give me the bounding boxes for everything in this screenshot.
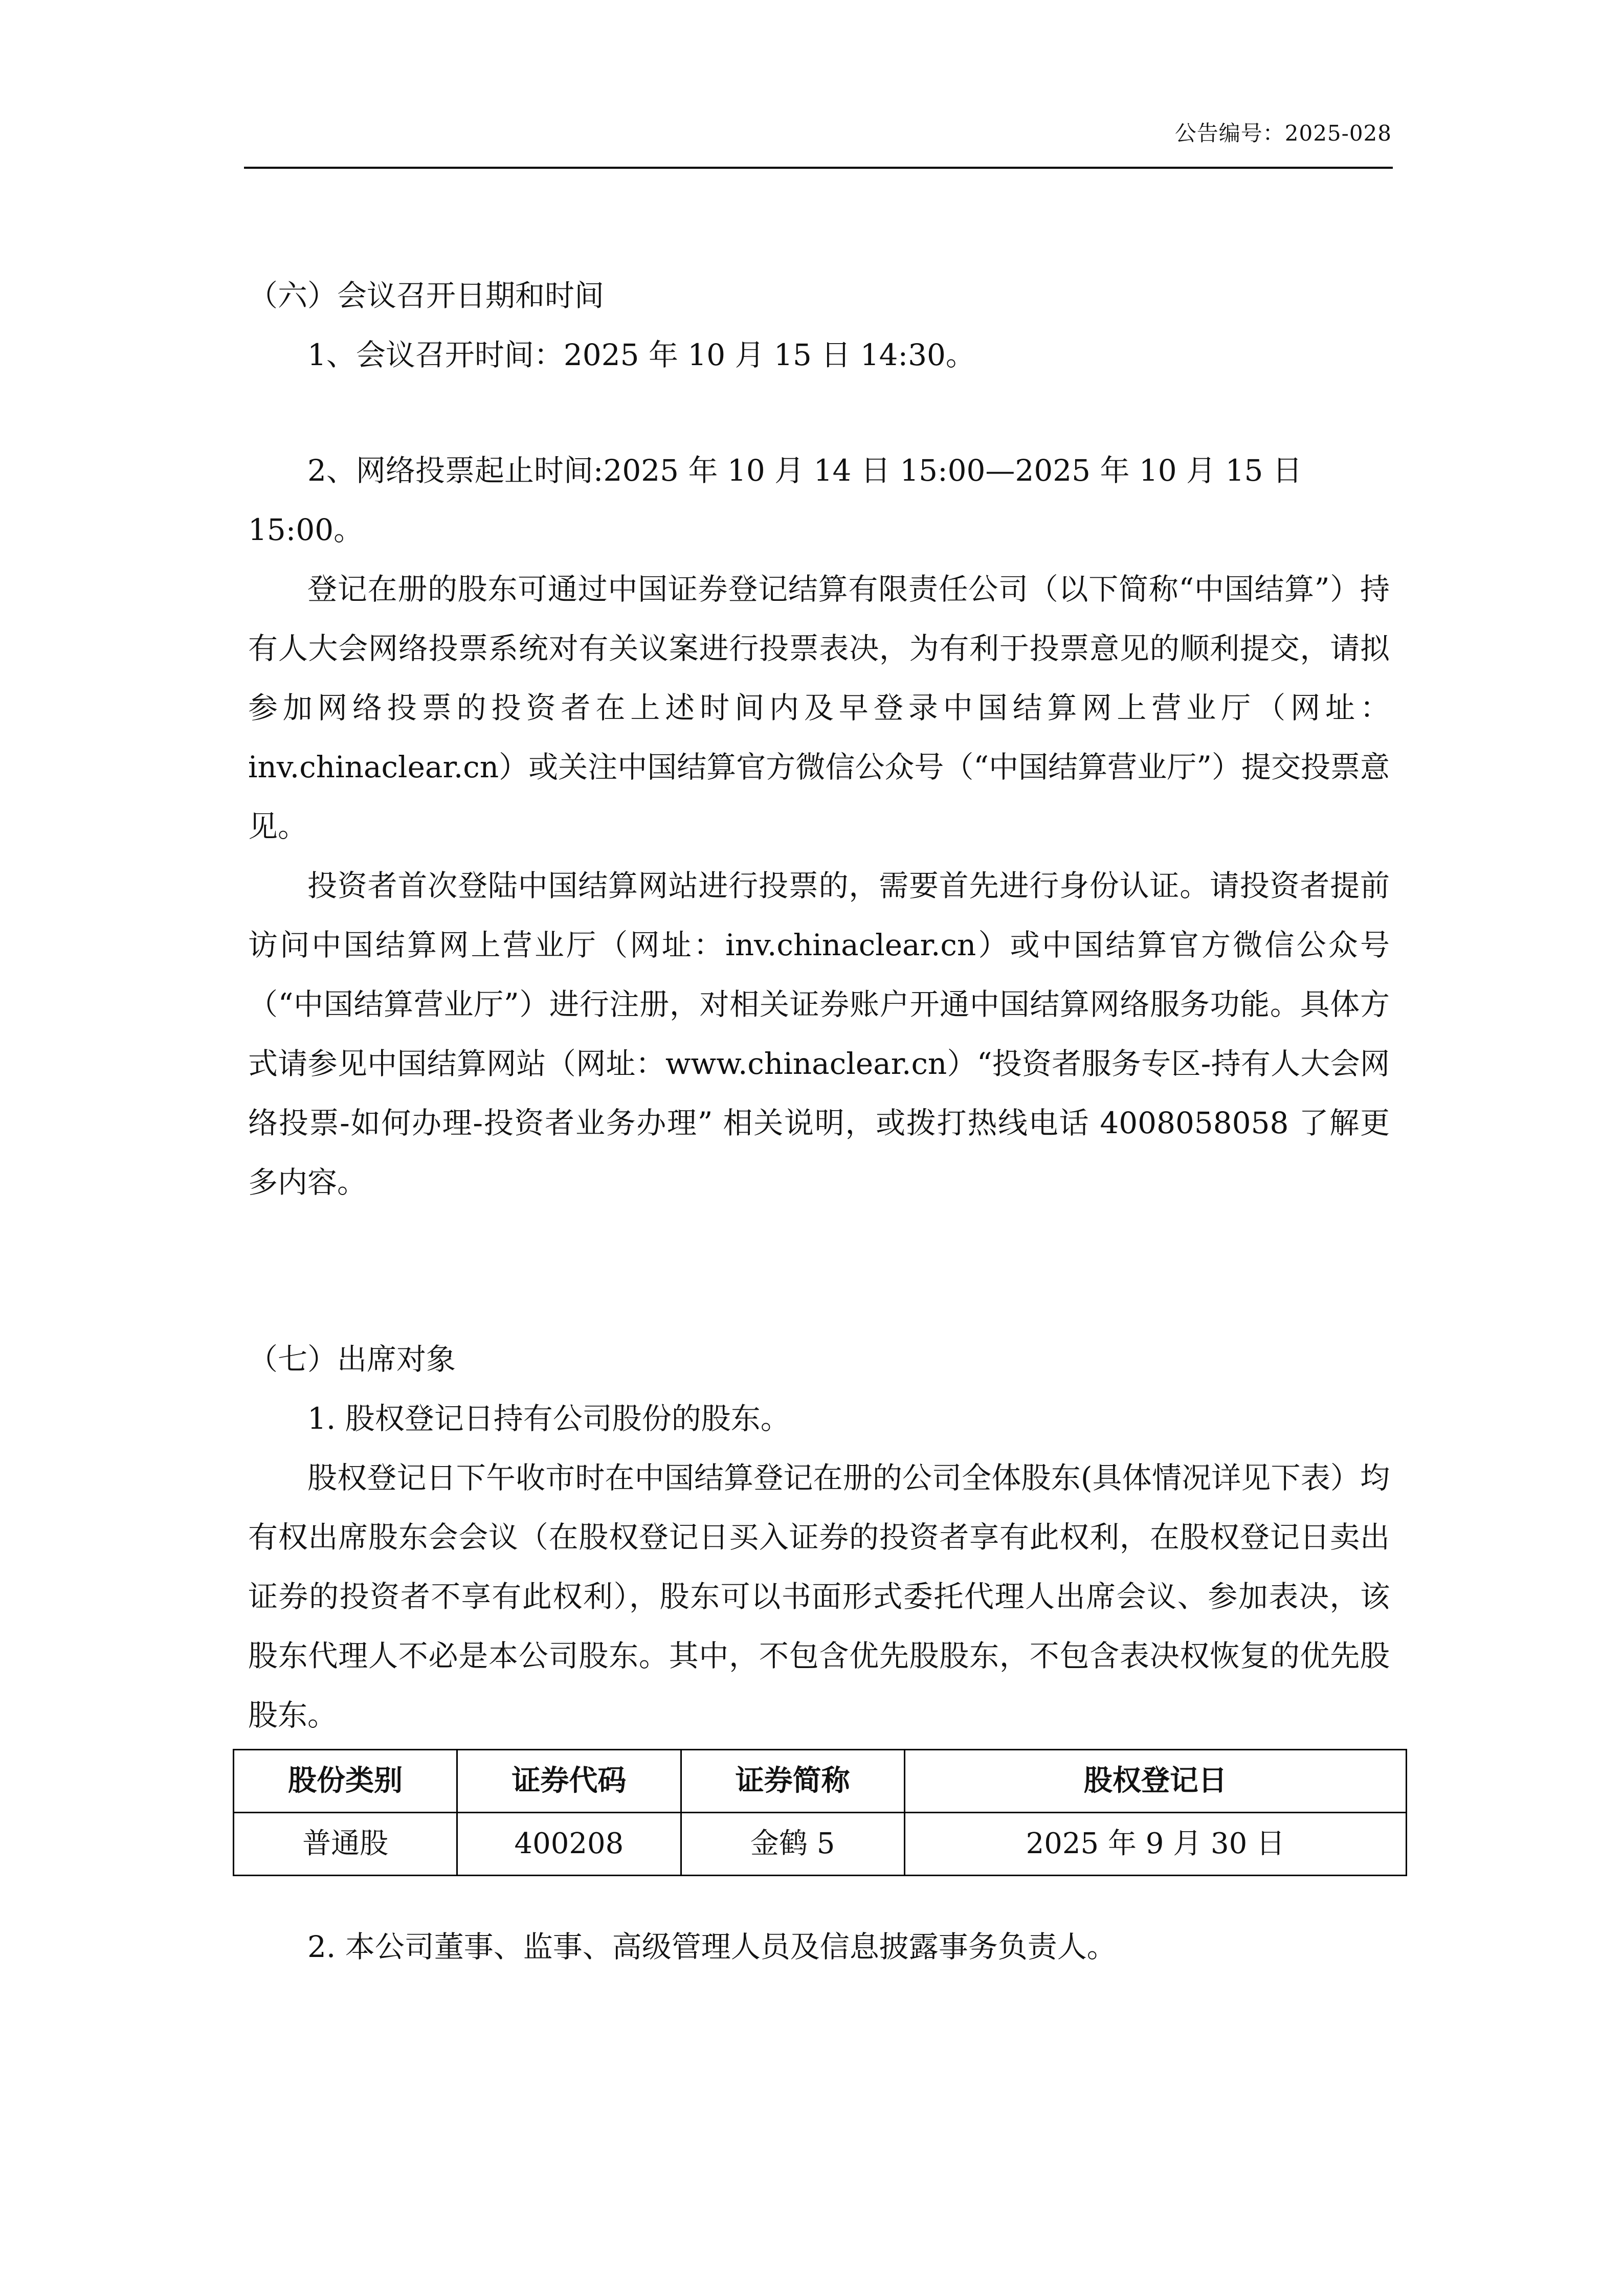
table-header-cell: 证券简称 (681, 1750, 904, 1813)
section-6-item-1: 1、会议召开时间：2025 年 10 月 15 日 14:30。 (307, 337, 975, 372)
announcement-number: 公告编号：2025-028 (1174, 121, 1392, 146)
table-cell: 金鹤 5 (681, 1813, 904, 1876)
spacer (248, 1212, 1390, 1330)
header-divider (244, 167, 1393, 169)
table-header-row (234, 1750, 1407, 1813)
section-7-item-1: 1. 股权登记日持有公司股份的股东。 (307, 1401, 790, 1436)
table-header-cell: 证券代码 (457, 1750, 681, 1813)
table-row (234, 1813, 1407, 1876)
section-7-item-2: 2. 本公司董事、监事、高级管理人员及信息披露事务负责人。 (307, 1929, 1117, 1964)
spacer (248, 1876, 1390, 1917)
document-body (248, 266, 1390, 1976)
section-6-item-2: 2、网络投票起止时间:2025 年 10 月 14 日 15:00—2025 年 10 月 15 日 15:00。 (248, 453, 1302, 547)
section-6-heading: （六）会议召开日期和时间 (248, 278, 605, 313)
table-header-cell: 股权登记日 (904, 1750, 1406, 1813)
section-6-paragraph-1: 登记在册的股东可通过中国证券登记结算有限责任公司（以下简称“中国结算”）持有人大会网络投票系统对有关议案进行投票表决，为有利于投票意见的顺利提交，请拟参加网络投票的投资者在上述时间内及早登录中国结算网上营业厅（网址：inv.chinaclear.cn）或关注中国结算官方微信公众号（“中国结算营业厅”）提交投票意见。 (248, 572, 1390, 844)
table-header-cell: 股份类别 (234, 1750, 457, 1813)
section-6-paragraph-2: 投资者首次登陆中国结算网站进行投票的，需要首先进行身份认证。请投资者提前访问中国结算网上营业厅（网址：inv.chinaclear.cn）或中国结算官方微信公众号（“中国结算营业厅”）进行注册，对相关证券账户开通中国结算网络服务功能。具体方式请参见中国结算网站（网址：www.chinaclear.cn）“投资者服务专区-持有人大会网络投票-如何办理-投资者业务办理” 相关说明，或拨打热线电话 4008058058 了解更多内容。 (248, 868, 1390, 1200)
section-7-heading: （七）出席对象 (248, 1342, 456, 1377)
table-cell: 普通股 (234, 1813, 457, 1876)
spacer (248, 385, 1390, 441)
share-registration-table (233, 1749, 1407, 1876)
section-7-paragraph-1: 股权登记日下午收市时在中国结算登记在册的公司全体股东(具体情况详见下表）均有权出席股东会会议（在股权登记日买入证券的投资者享有此权利，在股权登记日卖出证券的投资者不享有此权利），股东可以书面形式委托代理人出席会议、参加表决，该股东代理人不必是本公司股东。其中，不包含优先股股东，不包含表决权恢复的优先股股东。 (248, 1460, 1390, 1732)
table-cell: 400208 (457, 1813, 681, 1876)
table-cell: 2025 年 9 月 30 日 (904, 1813, 1406, 1876)
